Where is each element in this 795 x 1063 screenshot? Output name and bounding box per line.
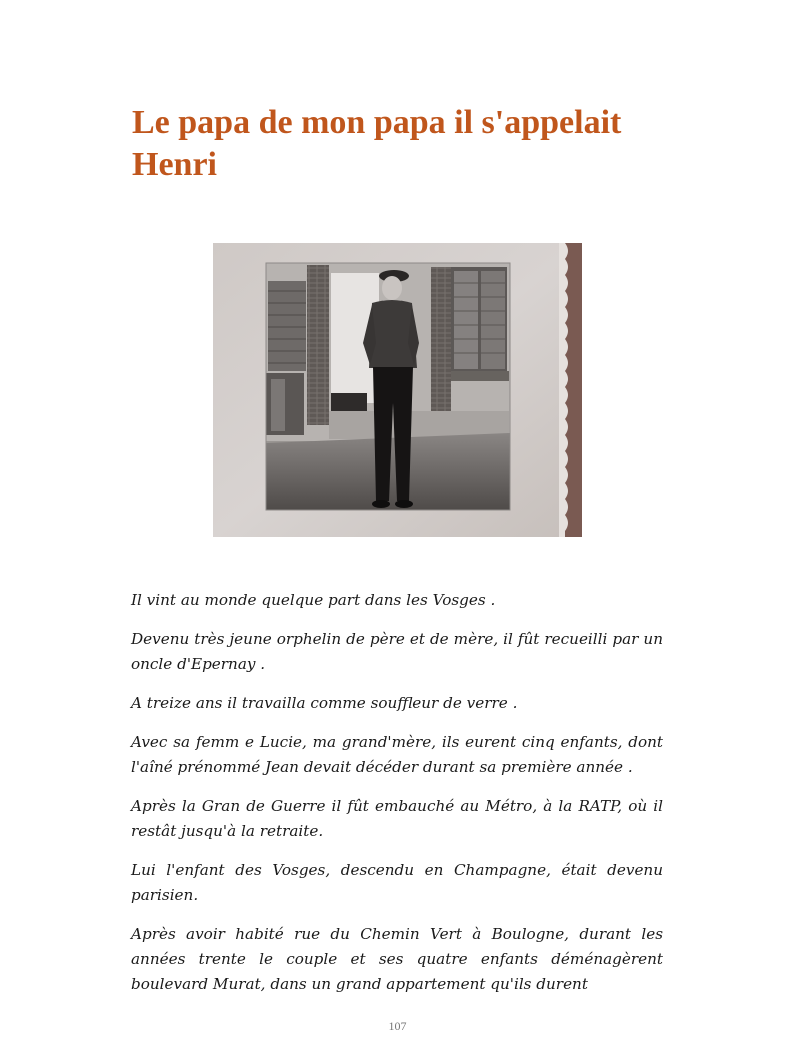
- paragraph: Lui l'enfant des Vosges, descendu en Champagne, était devenu parisien.: [131, 861, 663, 904]
- paragraph: A treize ans il travailla comme souffleur de verre .: [131, 694, 518, 712]
- photograph-henri: [213, 243, 582, 537]
- paragraph: Devenu très jeune orphelin de père et de mère, il fût recueilli par un oncle d'Epernay .: [131, 630, 663, 673]
- paragraph: Avec sa femm e Lucie, ma grand'mère, ils eurent cinq enfants, dont l'aîné prénommé Jean devait décéder durant sa première année .: [131, 733, 663, 776]
- paragraph: Il vint au monde quelque part dans les Vosges .: [131, 591, 496, 609]
- body-text: [131, 588, 663, 1011]
- paragraph: Après la Gran de Guerre il fût embauché au Métro, à la RATP, où il restât jusqu'à la retraite.: [131, 797, 663, 840]
- paragraph: Après avoir habité rue du Chemin Vert à Boulogne, durant les années trente le couple et ses quatre enfants déménagèrent boulevard Murat, dans un grand appartement qu'ils durent: [131, 925, 663, 993]
- page-title: Le papa de mon papa il s'appelait Henri: [132, 104, 622, 183]
- page-number: 107: [388, 1019, 407, 1033]
